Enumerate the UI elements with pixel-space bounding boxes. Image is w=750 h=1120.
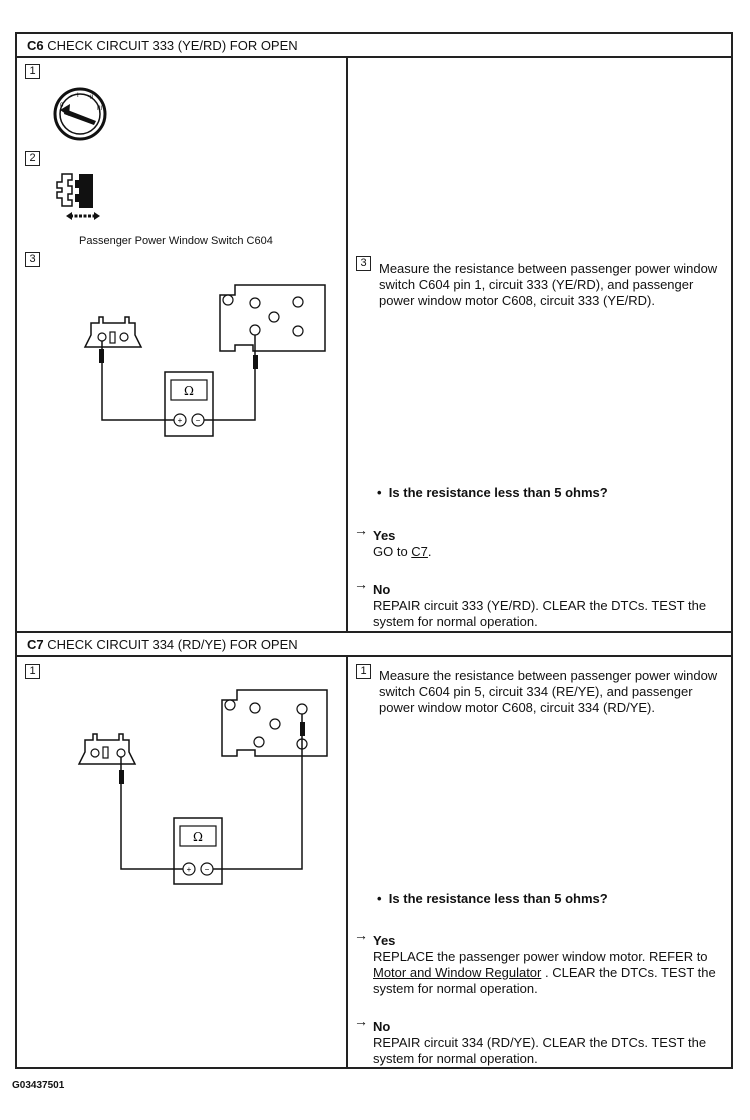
svg-text:II: II (90, 95, 94, 101)
svg-text:+: + (186, 865, 192, 874)
c7-yes-text (373, 949, 725, 997)
c6-resistance-measurement-diagram (77, 279, 337, 449)
c6-header (17, 34, 731, 58)
c7-yes-suffix: . CLEAR the DTCs. TEST the system for normal operation. (373, 965, 716, 996)
c7-question (377, 891, 608, 907)
c6-no-text: REPAIR circuit 333 (YE/RD). CLEAR the DTCs. TEST the system for normal operation. (373, 598, 707, 629)
c6-no-label: No (373, 582, 391, 597)
c7-column-divider (346, 657, 348, 1067)
procedure-table (15, 32, 733, 1069)
c7-bullet: • (377, 891, 382, 906)
c7-link[interactable]: C7 (411, 544, 428, 559)
c7-no-arrow-icon: → (354, 1013, 368, 1029)
motor-window-regulator-link[interactable]: Motor and Window Regulator (373, 965, 542, 980)
c6-step-id: C6 (27, 38, 44, 53)
c6-yes-text (373, 544, 432, 560)
c7-step-number-1: 1 (25, 664, 40, 679)
c6-step-number-1: 1 (25, 64, 40, 79)
c6-instruction: Measure the resistance between passenger power window switch C604 pin 1, circuit 333 (YE/RD), and passenger power window motor C608, circuit 333 (YE/RD). (379, 261, 718, 308)
c7-question-text: Is the resistance less than 5 ohms? (388, 891, 608, 906)
c7-step-id: C7 (27, 637, 44, 652)
c6-no-arrow-icon: → (354, 576, 368, 592)
c7-yes-arrow-icon: → (354, 927, 368, 943)
c7-yes-prefix: REPLACE the passenger power window motor. REFER to (373, 949, 708, 964)
c7-no-label: No (373, 1019, 391, 1034)
c6-yes-suffix: . (427, 544, 432, 559)
svg-text:III: III (97, 106, 103, 112)
c6-column-divider (346, 58, 348, 633)
c6-bullet: • (377, 485, 382, 500)
c6-yes-arrow-icon: → (354, 522, 368, 538)
svg-text:−: − (204, 865, 210, 874)
svg-text:−: − (195, 416, 201, 425)
c6-yes-prefix: GO to (373, 544, 412, 559)
c6-question-text: Is the resistance less than 5 ohms? (388, 485, 608, 500)
disconnect-connector-icon (52, 166, 102, 222)
svg-text:0: 0 (60, 103, 64, 109)
c6-step-number-3: 3 (25, 252, 40, 267)
c7-step-number-1-right: 1 (356, 664, 371, 679)
svg-text:+: + (177, 416, 183, 425)
c6-switch-caption: Passenger Power Window Switch C604 (79, 235, 273, 247)
svg-text:I: I (77, 93, 79, 99)
c7-no-text: REPAIR circuit 334 (RD/YE). CLEAR the DTCs. TEST the system for normal operation. (373, 1035, 707, 1066)
c7-ohm-symbol: Ω (193, 830, 203, 844)
c6-yes-label: Yes (373, 528, 396, 543)
c7-instruction: Measure the resistance between passenger power window switch C604 pin 5, circuit 334 (RE/YE), and passenger power window motor C608, circuit 334 (RD/YE). (379, 668, 718, 715)
c6-step-number-2: 2 (25, 151, 40, 166)
c7-yes-label: Yes (373, 933, 396, 948)
c6-step-number-3-right: 3 (356, 256, 371, 271)
figure-code: G03437501 (12, 1080, 65, 1091)
c7-resistance-measurement-diagram (79, 684, 339, 874)
c7-header (17, 633, 731, 657)
ignition-switch-icon (52, 88, 112, 148)
c6-title: CHECK CIRCUIT 333 (YE/RD) FOR OPEN (47, 38, 298, 53)
c6-ohm-symbol: Ω (184, 384, 194, 398)
c7-title: CHECK CIRCUIT 334 (RD/YE) FOR OPEN (47, 637, 298, 652)
c6-question (377, 485, 608, 501)
